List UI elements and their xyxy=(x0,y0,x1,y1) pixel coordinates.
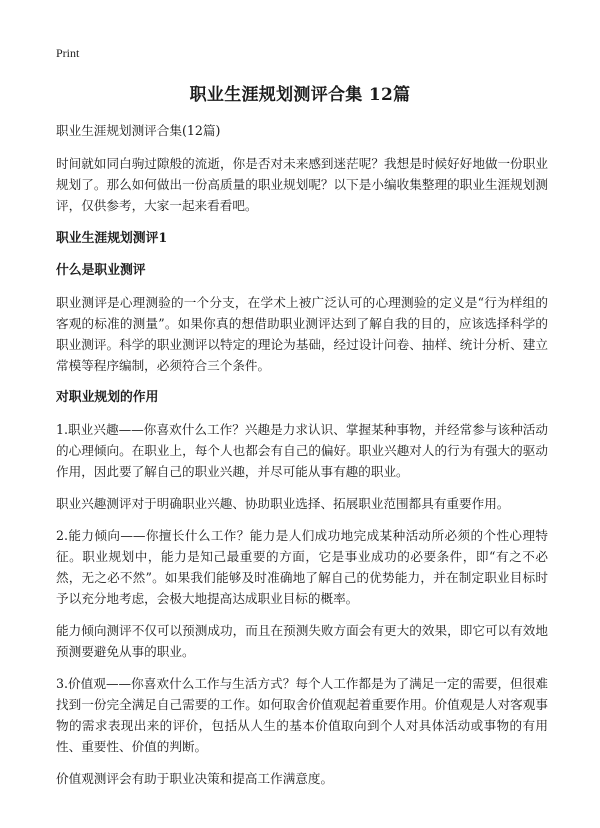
values-paragraph: 3.价值观——你喜欢什么工作与生活方式？每个人工作都是为了满足一定的需要，但很难找到一份完全满足自己需要的工作。如何取舍价值观起着重要作用。价值观是人对客观事物的需求表现出来的评价，包括从人生的基本价值取向到个人对具体活动或事物的有用性、重要性、价值的判断。 xyxy=(56,676,548,754)
ability-paragraph: 2.能力倾向——你擅长什么工作？能力是人们成功地完成某种活动所必须的个性心理特征。职业规划中，能力是知己最重要的方面，它是事业成功的必要条件，即“有之不必然，无之必不然”。如果我们能够及时准确地了解自己的优势能力，并在制定职业目标时予以充分地考虑，会极大地提高达成职业目标的概率。 xyxy=(56,528,548,606)
article-subtitle: 职业生涯规划测评合集(12篇) xyxy=(56,123,221,138)
print-link[interactable]: Print xyxy=(56,46,80,60)
intro-paragraph: 时间就如同白驹过隙般的流逝，你是否对未来感到迷茫呢？我想是时候好好地做一份职业规划了。那么如何做出一份高质量的职业规划呢？以下是小编收集整理的职业生涯规划测评，仅供参考，大家一起来看看吧。 xyxy=(56,156,548,213)
interest-paragraph: 1.职业兴趣——你喜欢什么工作？兴趣是力求认识、掌握某种事物，并经常参与该种活动的心理倾向。在职业上，每个人也都会有自己的偏好。职业兴趣对人的行为有强大的驱动作用，因此要了解自己的职业兴趣，并尽可能从事有趣的职业。 xyxy=(56,422,548,479)
section-heading-what-is: 什么是职业测评 xyxy=(56,263,146,278)
what-is-paragraph: 职业测评是心理测验的一个分支，在学术上被广泛认可的心理测验的定义是“行为样组的客观的标准的测量”。如果你真的想借助职业测评达到了解自我的目的，应该选择科学的职业测评。科学的职业测评以特定的理论为基础，经过设计问卷、抽样、统计分析、建立常模等程序编制，必须符合三个条件。 xyxy=(56,295,548,373)
section-heading-test-1: 职业生涯规划测评1 xyxy=(56,231,168,246)
page-title: 职业生涯规划测评合集 12篇 xyxy=(189,85,411,105)
values-note: 价值观测评会有助于职业决策和提高工作满意度。 xyxy=(56,771,334,786)
article-body xyxy=(56,120,548,800)
interest-note: 职业兴趣测评对于明确职业兴趣、协助职业选择、拓展职业范围都具有重要作用。 xyxy=(56,496,510,511)
ability-note: 能力倾向测评不仅可以预测成功，而且在预测失败方面会有更大的效果，即它可以有效地预测要避免从事的职业。 xyxy=(56,623,548,659)
section-heading-effects: 对职业规划的作用 xyxy=(56,390,159,405)
